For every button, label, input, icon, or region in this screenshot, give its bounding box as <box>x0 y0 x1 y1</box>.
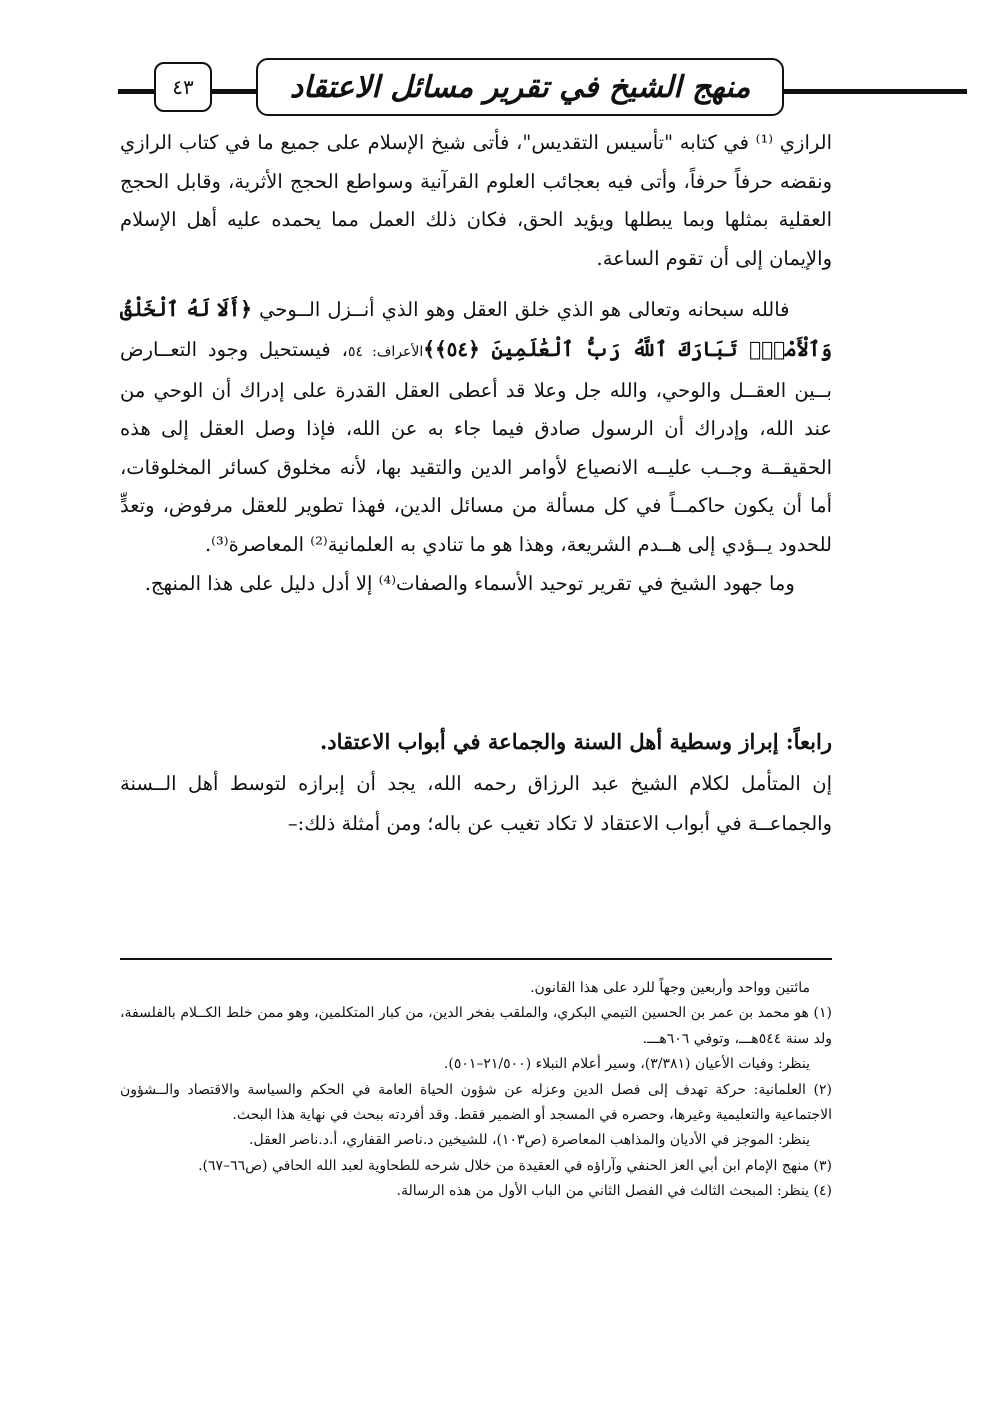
paragraph-1: الرازي ⁽¹⁾ في كتابه "تأسيس التقديس"، فأتى شيخ الإسلام على جميع ما في كتاب الرازي ونقضه حرفاً حرفاً، وأتى فيه بعجائب العلوم القرآنية وسواطع الحجج الأثرية، وقابل الحجج العقلية بمثلها وبما يبطلها ويؤيد الحق، فكان ذلك العمل مما يحمده عليه أهل الإسلام والإيمان إلى أن تقوم الساعة. <box>120 131 832 270</box>
page-number: ٤٣ <box>154 62 212 112</box>
paragraph-2-start: فالله سبحانه وتعالى هو الذي خلق العقل وهو الذي أنــزل الــوحي <box>252 298 790 322</box>
running-title: منهج الشيخ في تقرير مسائل الاعتقاد <box>256 58 784 116</box>
footnote-2: (٢) العلمانية: حركة تهدف إلى فصل الدين وعزله عن شؤون الحياة العامة في الحكم والسياسة والاقتصاد والــشؤون الاجتماعية والتعليمية وغيرها، وحصره في المسجد أو الضمير فقط. وقد أفردته ببحث في نهاية هذا البحث. <box>120 1081 832 1124</box>
paragraph-2-end: ، فيستحيل وجود التعــارض بــين العقــل والوحي، والله جل وعلا قد أعطى العقل القدرة على إدراك أن الوحي من عند الله، وإدراك أن الرسول صادق فيما جاء به عن الله، فإذا وصل العقل إلى هذه الحقيقــة وجــب عليــه الانصياع لأوامر الدين والتقيد بها، لأنه مخلوق كسائر المخلوقات، أما أن يكون حاكمــاً في كل مسألة من مسائل الدين، فهذا تطوير للعقل مرفوض، وتعدٍّ للحدود يــؤدي إلى هــدم الشريعة، وهذا هو ما تنادي به العلمانية⁽²⁾ المعاصرة⁽³⁾. <box>120 337 832 556</box>
footnote-continuation: مائتين وواحد وأربعين وجهاً للرد على هذا القانون. <box>530 980 810 996</box>
footnotes <box>120 976 832 1205</box>
footnote-3: (٣) منهج الإمام ابن أبي العز الحنفي وآراؤه في العقيدة من خلال شرحه للطحاوية لعبد الله الحافي (ص٦٦–٦٧). <box>198 1157 832 1174</box>
paragraph-2 <box>120 290 832 564</box>
quran-reference: الأعراف: ٥٤ <box>347 343 424 360</box>
paragraph-4: إن المتأمل لكلام الشيخ عبد الرزاق رحمه الله، يجد أن إبرازه لتوسط أهل الــسنة والجماعــة في أبواب الاعتقاد لا تكاد تغيب عن باله؛ ومن أمثلة ذلك:– <box>120 772 832 835</box>
footnote-2-reference: ينظر: الموجز في الأديان والمذاهب المعاصرة (ص١٠٣)، للشيخين د.ناصر القفاري، أ.د.ناصر العقل. <box>249 1132 810 1149</box>
header-rule-right <box>782 89 967 94</box>
footnote-4: (٤) ينظر: المبحث الثالث في الفصل الثاني من الباب الأول من هذه الرسالة. <box>396 1183 832 1200</box>
section-heading: رابعاً: إبراز وسطية أهل السنة والجماعة في أبواب الاعتقاد. <box>319 729 832 754</box>
paragraph-3 <box>120 565 832 604</box>
paragraph-3-text: وما جهود الشيخ في تقرير توحيد الأسماء والصفات⁽⁴⁾ إلا أدل دليل على هذا المنهج. <box>144 571 795 595</box>
main-text <box>120 124 832 603</box>
quran-verse: ﴿أَلَا لَهُ ٱلْخَلْقُ وَٱلْأَمْرُۗ تَبَارَكَ ٱللَّهُ رَبُّ ٱلْعَٰلَمِينَ ﴿٥٤﴾﴾ <box>120 297 832 361</box>
footnote-1: (١) هو محمد بن عمر بن الحسين التيمي البكري، والملقب بفخر الدين، من كبار المتكلمين، وهو ممن خلط الكــلام بالفلسفة، ولد سنة ٥٤٤هـــ، وتوفي ٦٠٦هـــ. <box>120 1005 832 1047</box>
footnote-separator <box>120 958 832 960</box>
header-rule-middle <box>212 89 258 94</box>
header-rule-left <box>118 89 154 94</box>
footnote-1-reference: ينظر: وفيات الأعيان (٣/٣٨١)، وسير أعلام النبلاء (٢١/٥٠٠–٥٠١). <box>443 1056 810 1073</box>
